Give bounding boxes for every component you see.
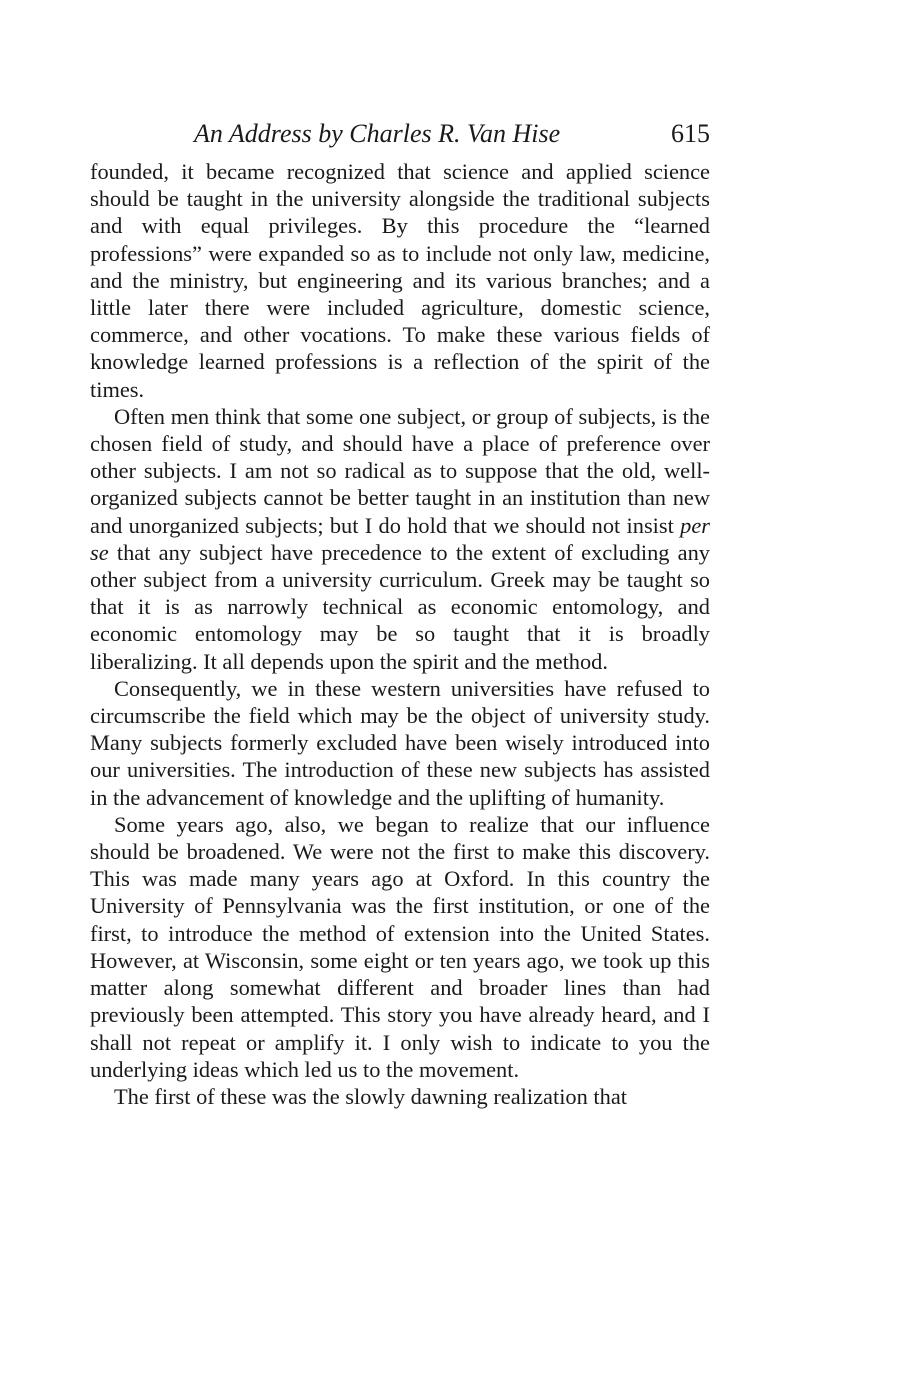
italic-phrase: per se — [90, 512, 710, 565]
paragraph-2 — [90, 403, 710, 675]
body-text — [90, 158, 710, 1110]
paragraph-3: Consequently, we in these western universities have refused to circumscribe the field which may be the object of university study. Many subjects formerly excluded have been wisely introduced into our universities. The introduction of these new subjects has assisted in the advancement of knowledge and the uplifting of humanity. — [90, 675, 710, 810]
paragraph-4: Some years ago, also, we began to realize that our influence should be broadened. We were not the first to make this discovery. This was made many years ago at Oxford. In this country the University of Pennsylvania was the first institution, or one of the first, to introduce the method of extension into the United States. However, at Wisconsin, some eight or ten years ago, we took up this matter along somewhat different and broader lines than had previously been attempted. This story you have already heard, and I shall not repeat or amplify it. I only wish to indicate to you the underlying ideas which led us to the movement. — [90, 811, 710, 1082]
paragraph-2-text-a: Often men think that some one subject, or group of subjects, is the chosen field of study, and should have a place of preference over other subjects. I am not so radical as to suppose that the old, well-organized subjects cannot be better taught in an institution than new and unorganized subjects; but I do hold that we should not insist — [90, 403, 710, 538]
running-title: An Address by Charles R. Van Hise — [194, 119, 561, 148]
paragraph-1: founded, it became recognized that science and applied science should be taught in the university alongside the traditional subjects and with equal privileges. By this procedure the “learned professions” were expanded so as to include not only law, medicine, and the ministry, but engineering and its various branches; and a little later there were included agriculture, domestic science, commerce, and other vocations. To make these various fields of knowledge learned professions is a reflection of the spirit of the times. — [90, 159, 710, 402]
running-head — [90, 112, 710, 156]
paragraph-2-text-b: that any subject have precedence to the extent of excluding any other subject from a university curriculum. Greek may be taught so that it is as narrowly technical as economic entomology, and economic entomology may be so taught that it is broadly liberalizing. It all depends upon the spirit and the method. — [90, 539, 710, 674]
paragraph-5: The first of these was the slowly dawning realization that — [114, 1083, 627, 1109]
page-number: 615 — [671, 119, 710, 148]
